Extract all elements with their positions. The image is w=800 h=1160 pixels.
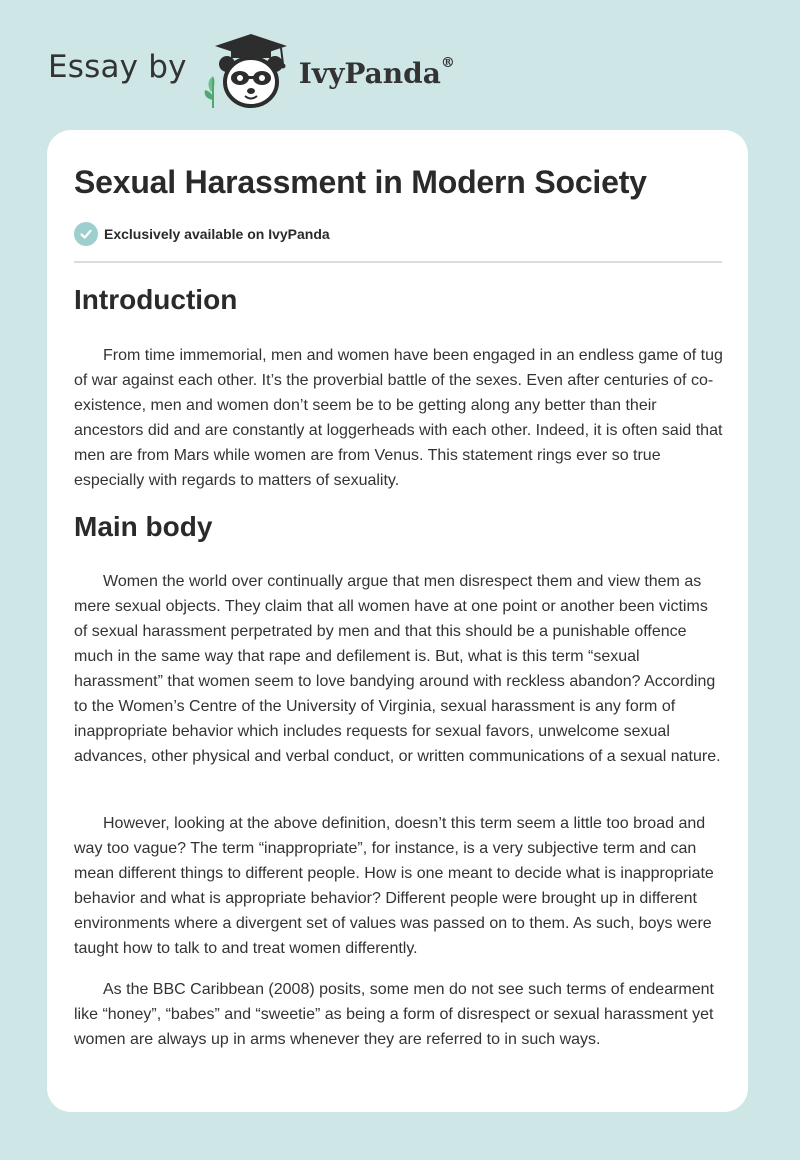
panda-logo-icon[interactable]: [201, 30, 293, 110]
paragraph-main-body-2: However, looking at the above definition, doesn’t this term seem a little too broad and way too vague? The term “inappropriate”, for instance, is a very subjective term and can mean different things to different people. How is one meant to decide what is inappropriate behavior and what is appropriate behavior? Different people were brought up in different environments where a divergent set of values was passed on to them. As such, boys were taught how to talk to and treat women differently.: [74, 815, 714, 957]
paragraph-introduction-1: From time immemorial, men and women have been engaged in an endless game of tug of war against each other. It’s the proverbial battle of the sexes. Even after centuries of co- existence, men and women don’t seem be to be getting along any better than their ancestors did and are constantly at loggerheads with each other. Indeed, it is often said that men are from Mars while women are from Venus. This statement rings ever so true especially with regards to matters of sexuality.: [74, 347, 723, 489]
essay-title: Sexual Harassment in Modern Society: [74, 164, 647, 200]
site-header: [48, 30, 455, 110]
paragraph-main-body-3: As the BBC Caribbean (2008) posits, some men do not see such terms of endearment like “honey”, “babes” and “sweetie” as being a form of disrespect or sexual harassment yet women are always up in arms whenever they are referred to in such ways.: [74, 981, 714, 1048]
section-heading-introduction: Introduction: [74, 284, 238, 315]
exclusive-badge: [74, 222, 330, 246]
section-heading-main-body: Main body: [74, 511, 213, 542]
check-icon: [74, 222, 98, 246]
title-divider: [74, 261, 722, 263]
trademark-symbol: ®: [440, 54, 455, 71]
brand-name[interactable]: IvyPanda®: [298, 54, 455, 90]
essay-card: [47, 130, 748, 1112]
paragraph-main-body-1: Women the world over continually argue that men disrespect them and view them as mere sexual objects. They claim that all women have at one point or another been victims of sexual harassment perpetrated by men and that this should be a punishable offence much in the same way that rape and defilement is. But, what is this term “sexual harassment” that women seem to love bandying around with reckless abandon? According to the Women’s Centre of the University of Virginia, sexual harassment is any form of inappropriate behavior which includes requests for sexual favors, unwelcome sexual advances, other physical and verbal conduct, or written communications of a sexual nature.: [74, 573, 721, 765]
exclusive-badge-label: Exclusively available on IvyPanda: [104, 226, 330, 242]
essay-by-label: Essay by: [48, 49, 187, 85]
